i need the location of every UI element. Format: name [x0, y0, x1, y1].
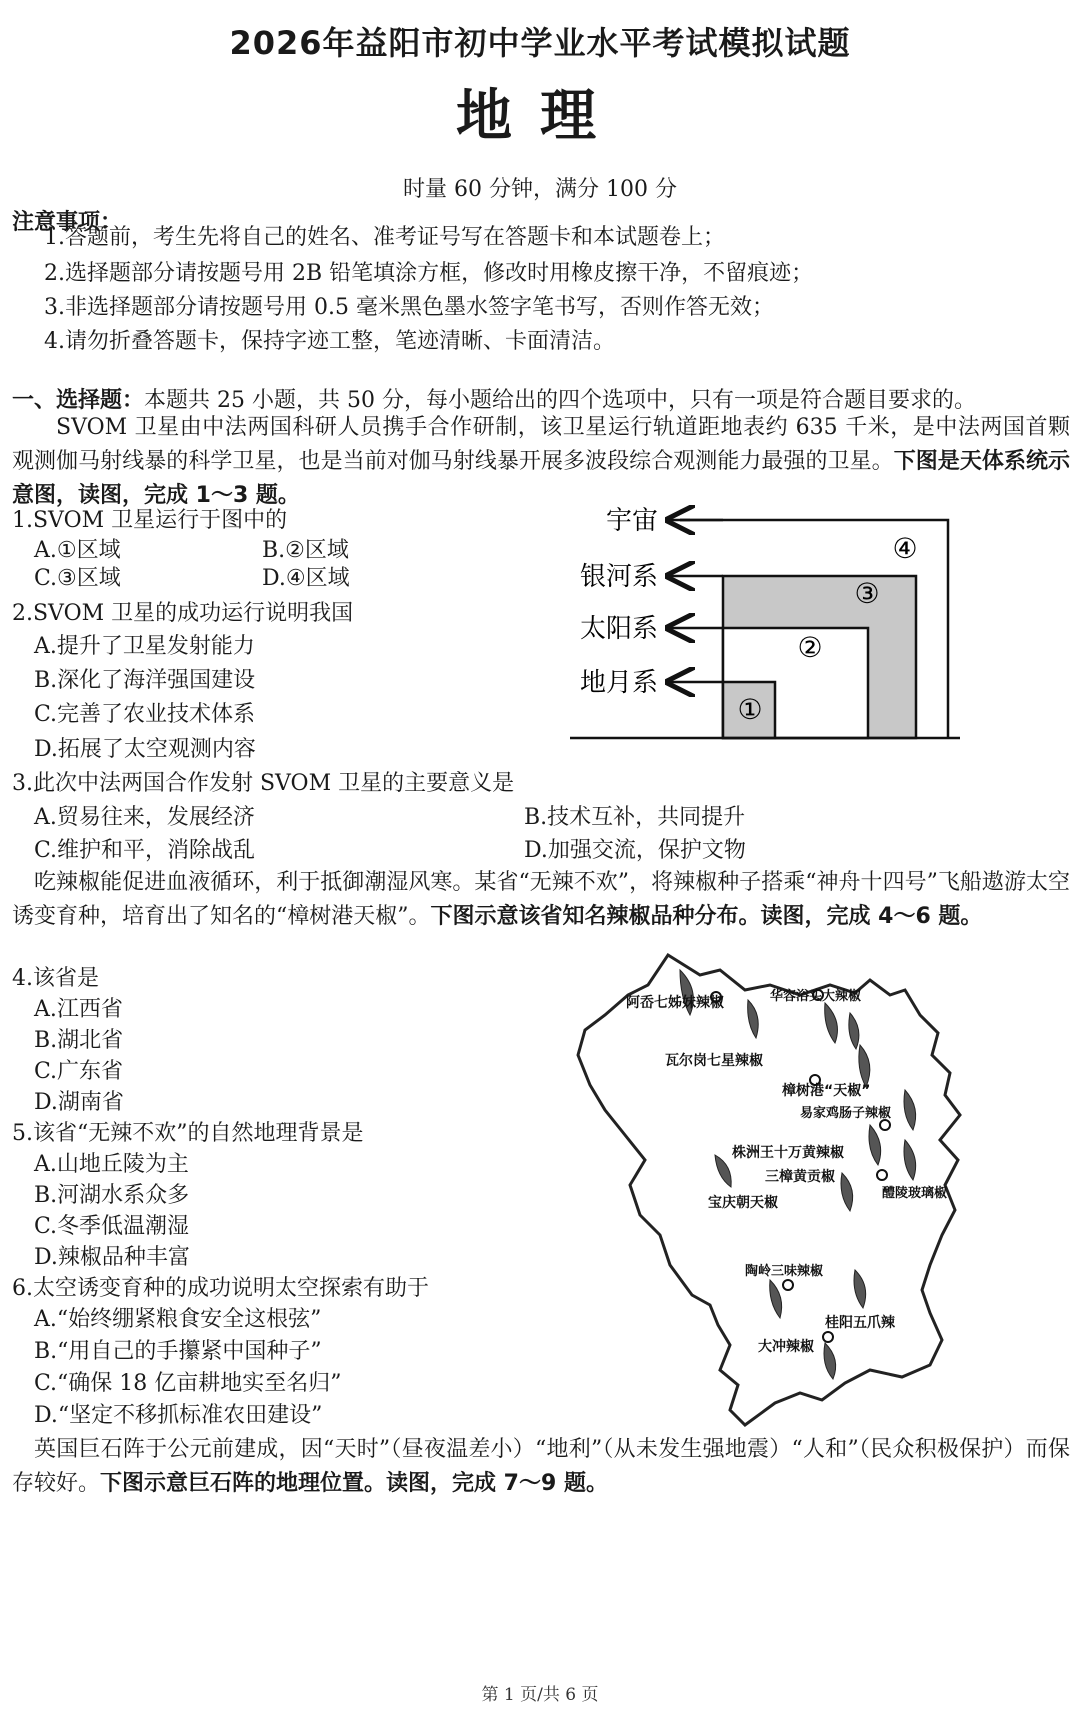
pepper-icon — [748, 1000, 759, 1038]
pepper-icon — [904, 1140, 916, 1180]
q6-option-b[interactable]: B.“用自己的手攥紧中国种子” — [34, 1339, 322, 1364]
place-label: 华容浴头大辣椒 — [770, 989, 862, 1004]
pepper-icon — [770, 1280, 782, 1318]
notice-item: 2.选择题部分请按题号用 2B 铅笔填涂方框，修改时用橡皮擦干净，不留痕迹； — [44, 261, 814, 286]
pepper-icon — [715, 1155, 731, 1187]
question-5-stem: 5.该省“无辣不欢”的自然地理背景是 — [12, 1121, 364, 1146]
q4-option-b[interactable]: B.湖北省 — [34, 1028, 124, 1053]
pepper-icon — [869, 1125, 881, 1165]
celestial-system-diagram — [560, 500, 980, 750]
location-pin-icon — [880, 1120, 890, 1130]
q6-option-d[interactable]: D.“坚定不移抓标准农田建设” — [34, 1403, 323, 1428]
passage-instruction: 下图是天体系统示意图，读图，完成 1～3 题。 — [12, 449, 1070, 508]
question-1-stem: 1.SVOM 卫星运行于图中的 — [12, 508, 288, 533]
label-galaxy: 银河系 — [579, 562, 658, 592]
section-desc: 本题共 25 小题，共 50 分，每小题给出的四个选项中，只有一项是符合题目要求的。 — [144, 388, 976, 413]
question-4-stem: 4.该省是 — [12, 966, 99, 991]
passage-pepper — [12, 866, 1070, 934]
q3-option-d[interactable]: D.加强交流，保护文物 — [524, 838, 746, 863]
pepper-icon — [825, 1003, 838, 1043]
question-3-stem: 3.此次中法两国合作发射 SVOM 卫星的主要意义是 — [12, 771, 515, 796]
place-label: 阿岙七姊妹辣椒 — [626, 995, 724, 1011]
question-6-stem: 6.太空诱变育种的成功说明太空探索有助于 — [12, 1276, 429, 1301]
marker-2: ② — [797, 631, 823, 664]
passage-stonehenge — [12, 1433, 1070, 1501]
marker-1: ① — [737, 693, 763, 726]
label-solar-system: 太阳系 — [579, 614, 658, 644]
passage-instruction: 下图示意该省知名辣椒品种分布。读图，完成 4～6 题。 — [430, 904, 983, 929]
place-label: 瓦尔岗七星辣椒 — [665, 1053, 763, 1069]
time-info: 时量 60 分钟，满分 100 分 — [403, 177, 677, 202]
marker-4: ④ — [892, 532, 918, 565]
q6-option-c[interactable]: C.“确保 18 亿亩耕地实至名归” — [34, 1371, 342, 1396]
notice-heading: 注意事项： — [12, 210, 123, 235]
section-heading: 一、选择题： — [12, 388, 145, 413]
q2-option-b[interactable]: B.深化了海洋强国建设 — [34, 668, 256, 693]
place-label: 桂阳五爪辣 — [825, 1315, 895, 1331]
passage-instruction: 下图示意巨石阵的地理位置。读图，完成 7～9 题。 — [100, 1471, 608, 1496]
passage-text: SVOM 卫星由中法两国科研人员携手合作研制，该卫星运行轨道距地表约 635 千米，是中法两国首颗观测伽马射线暴的科学卫星，也是当前对伽马射线暴开展多波段综合观测能力最强的卫星。 — [12, 415, 1070, 474]
place-label: 三樟黄贡椒 — [765, 1169, 835, 1185]
marker-3: ③ — [854, 577, 880, 610]
place-label: 陶岭三味辣椒 — [745, 1264, 824, 1279]
pepper-distribution-map — [570, 945, 1040, 1440]
q5-option-d[interactable]: D.辣椒品种丰富 — [34, 1245, 190, 1270]
q3-option-b[interactable]: B.技术互补，共同提升 — [524, 805, 746, 830]
location-pin-icon — [783, 1280, 793, 1290]
place-label: 易家鸡肠子辣椒 — [800, 1106, 892, 1121]
q1-option-a[interactable]: A.①区域 — [34, 538, 121, 563]
label-earth-moon: 地月系 — [579, 668, 658, 698]
notice-item: 3.非选择题部分请按题号用 0.5 毫米黑色墨水签字笔书写，否则作答无效； — [44, 295, 774, 320]
q1-option-b[interactable]: B.②区域 — [262, 538, 349, 563]
label-universe: 宇宙 — [605, 506, 658, 536]
pepper-icon — [841, 1173, 853, 1211]
location-pin-icon — [823, 1332, 833, 1342]
place-label: 樟树港“天椒” — [782, 1083, 871, 1099]
question-2-stem: 2.SVOM 卫星的成功运行说明我国 — [12, 601, 354, 626]
q1-option-c[interactable]: C.③区域 — [34, 566, 121, 591]
pepper-icon — [854, 1270, 866, 1308]
section-heading-line — [12, 383, 976, 414]
notice-item: 4.请勿折叠答题卡，保持字迹工整，笔迹清晰、卡面清洁。 — [44, 329, 615, 354]
place-label: 大冲辣椒 — [758, 1339, 814, 1355]
passage-text: 英国巨石阵于公元前建成，因“天时”（昼夜温差小）“地利”（从未发生强地震）“人和”（民众积极保护）而保存较好。 — [12, 1437, 1070, 1496]
subject-title: 地理 — [456, 84, 624, 149]
q2-option-a[interactable]: A.提升了卫星发射能力 — [34, 634, 255, 659]
q5-option-c[interactable]: C.冬季低温潮湿 — [34, 1214, 190, 1239]
q4-option-c[interactable]: C.广东省 — [34, 1059, 124, 1084]
place-label: 宝庆朝天椒 — [708, 1195, 778, 1211]
q3-option-a[interactable]: A.贸易往来，发展经济 — [34, 805, 255, 830]
q1-option-d[interactable]: D.④区域 — [262, 566, 350, 591]
q4-option-d[interactable]: D.湖南省 — [34, 1090, 124, 1115]
q6-option-a[interactable]: A.“始终绷紧粮食安全这根弦” — [34, 1307, 322, 1332]
notice-item: 1.答题前，考生先将自己的姓名、准考证号写在答题卡和本试题卷上； — [44, 225, 725, 250]
q2-option-c[interactable]: C.完善了农业技术体系 — [34, 702, 256, 727]
q5-option-a[interactable]: A.山地丘陵为主 — [34, 1152, 189, 1177]
passage-text: 吃辣椒能促进血液循环，利于抵御潮湿风寒。某省“无辣不欢”，将辣椒种子搭乘“神舟十四号”飞船遨游太空诱变育种，培育出了知名的“樟树港天椒”。 — [12, 870, 1070, 929]
q5-option-b[interactable]: B.河湖水系众多 — [34, 1183, 190, 1208]
location-pin-icon — [877, 1170, 887, 1180]
q4-option-a[interactable]: A.江西省 — [34, 997, 123, 1022]
passage-svom — [12, 411, 1070, 513]
pepper-icon — [859, 1045, 870, 1087]
q3-option-c[interactable]: C.维护和平，消除战乱 — [34, 838, 256, 863]
place-label: 株洲王十万黄辣椒 — [732, 1145, 844, 1161]
pepper-icon — [824, 1343, 836, 1379]
place-label: 醴陵玻璃椒 — [882, 1186, 948, 1201]
q2-option-d[interactable]: D.拓展了太空观测内容 — [34, 737, 256, 762]
pepper-icon — [849, 1013, 859, 1049]
exam-title: 2026年益阳市初中学业水平考试模拟试题 — [229, 24, 851, 62]
page-number: 第 1 页/共 6 页 — [481, 1685, 599, 1705]
pepper-icon — [904, 1090, 916, 1130]
